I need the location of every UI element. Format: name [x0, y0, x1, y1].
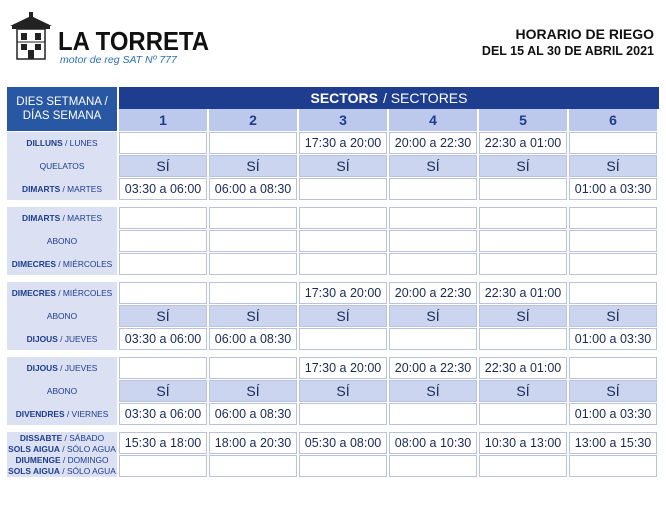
schedule-cell — [569, 230, 657, 252]
schedule-cell — [299, 178, 387, 200]
day-label-alt: / VIERNES — [64, 408, 109, 419]
schedule-cell — [389, 253, 477, 275]
schedule-cell — [389, 328, 477, 350]
schedule-cell: SÍ — [299, 155, 387, 177]
day-label-line — [7, 161, 117, 171]
sector-number-4: 4 — [389, 109, 477, 131]
sectors-header — [119, 87, 659, 109]
day-label-line — [7, 213, 117, 223]
day-label-alt: / SÓLO AGUA — [59, 466, 116, 477]
day-label-alt: / SÁBADO — [62, 432, 105, 443]
schedule-cell: 03:30 a 06:00 — [119, 178, 207, 200]
sectors-header-alt: / SECTORES — [382, 90, 468, 106]
days-header-line2: DÍAS SEMANA — [22, 110, 102, 122]
sector-number-6: 6 — [569, 109, 657, 131]
day-label-line — [7, 466, 117, 476]
schedule-cell: 01:00 a 03:30 — [569, 328, 657, 350]
day-group-label — [7, 357, 117, 425]
schedule-cell — [209, 132, 297, 154]
schedule-cell: 20:00 a 22:30 — [389, 132, 477, 154]
schedule-cell: 22:30 a 01:00 — [479, 357, 567, 379]
sector-number-1: 1 — [119, 109, 207, 131]
schedule-cell — [389, 403, 477, 425]
schedule-cell — [569, 455, 657, 477]
day-label-main: DISSABTE — [19, 432, 63, 443]
schedule-cell: SÍ — [569, 380, 657, 402]
schedule-cell: 06:00 a 08:30 — [209, 328, 297, 350]
day-label-alt: QUELATOS — [39, 161, 85, 171]
schedule-cell — [569, 132, 657, 154]
schedule-cell: 06:00 a 08:30 — [209, 403, 297, 425]
sector-number-3: 3 — [299, 109, 387, 131]
day-label-alt: / MARTES — [60, 183, 102, 194]
day-label-line — [7, 236, 117, 246]
schedule-cell: SÍ — [479, 305, 567, 327]
schedule-cell: 17:30 a 20:00 — [299, 282, 387, 304]
schedule-cell — [299, 455, 387, 477]
schedule-cell: 01:00 a 03:30 — [569, 403, 657, 425]
schedule-cell — [389, 178, 477, 200]
schedule-cell — [119, 357, 207, 379]
schedule-cell — [299, 253, 387, 275]
schedule-cell — [479, 230, 567, 252]
day-label-line — [7, 311, 117, 321]
day-group-label — [7, 207, 117, 275]
sector-number-2: 2 — [209, 109, 297, 131]
day-label-alt: ABONO — [46, 236, 78, 246]
day-label-main: DIUMENGE — [15, 455, 61, 466]
schedule-cell — [209, 230, 297, 252]
schedule-cell — [569, 207, 657, 229]
day-label-main: SOLS AIGUA — [8, 466, 60, 477]
day-label-main: SOLS AIGUA — [8, 443, 60, 454]
day-label-alt: / SÓLO AGUA — [59, 443, 116, 454]
schedule-cell: SÍ — [299, 305, 387, 327]
day-label-main: DIJOUS — [26, 333, 58, 344]
day-label-line — [7, 288, 117, 298]
tower-logo-icon — [8, 12, 54, 64]
schedule-cell — [119, 253, 207, 275]
schedule-cell: 06:00 a 08:30 — [209, 178, 297, 200]
schedule-cell — [389, 455, 477, 477]
schedule-cell: SÍ — [209, 305, 297, 327]
schedule-cell — [479, 207, 567, 229]
schedule-cell: SÍ — [389, 155, 477, 177]
schedule-cell: 01:00 a 03:30 — [569, 178, 657, 200]
schedule-cell: SÍ — [479, 155, 567, 177]
day-label-main: DIJOUS — [26, 363, 58, 374]
document-subtitle: DEL 15 AL 30 DE ABRIL 2021 — [481, 44, 654, 58]
document-title: HORARIO DE RIEGO — [515, 26, 654, 42]
schedule-cell — [209, 207, 297, 229]
schedule-cell: SÍ — [209, 155, 297, 177]
sector-number-5: 5 — [479, 109, 567, 131]
schedule-cell — [119, 282, 207, 304]
schedule-cell: SÍ — [119, 305, 207, 327]
schedule-cell: SÍ — [569, 305, 657, 327]
schedule-cell: SÍ — [479, 380, 567, 402]
schedule-cell: 08:00 a 10:30 — [389, 432, 477, 454]
schedule-cell: 15:30 a 18:00 — [119, 432, 207, 454]
schedule-cell — [569, 282, 657, 304]
schedule-cell — [299, 328, 387, 350]
day-label-alt: / JUEVES — [57, 363, 98, 374]
day-label-alt: / MIÉRCOLES — [55, 258, 113, 269]
schedule-cell — [209, 455, 297, 477]
day-label-line — [7, 259, 117, 269]
days-column-header — [7, 87, 117, 131]
schedule-cell — [569, 357, 657, 379]
schedule-cell — [569, 253, 657, 275]
schedule-cell — [479, 253, 567, 275]
day-group-label — [7, 432, 117, 477]
day-label-alt: / MARTES — [60, 213, 102, 224]
day-label-line — [7, 455, 117, 465]
day-label-alt: ABONO — [46, 311, 78, 321]
day-label-line — [7, 386, 117, 396]
schedule-cell — [479, 403, 567, 425]
schedule-cell: 13:00 a 15:30 — [569, 432, 657, 454]
schedule-cell: SÍ — [119, 380, 207, 402]
schedule-cell — [479, 178, 567, 200]
schedule-cell: 20:00 a 22:30 — [389, 282, 477, 304]
day-label-alt: / LUNES — [62, 138, 98, 149]
schedule-cell: SÍ — [119, 155, 207, 177]
schedule-cell: 03:30 a 06:00 — [119, 328, 207, 350]
schedule-cell — [479, 455, 567, 477]
day-label-line — [7, 409, 117, 419]
day-group-label — [7, 282, 117, 350]
brand-tagline: motor de reg SAT Nº 777 — [60, 54, 177, 66]
day-label-line — [7, 363, 117, 373]
schedule-cell: 03:30 a 06:00 — [119, 403, 207, 425]
day-label-alt: / MIÉRCOLES — [55, 288, 113, 299]
day-label-main: DILLUNS — [26, 138, 63, 149]
day-label-alt: / JUEVES — [57, 333, 98, 344]
schedule-cell — [299, 207, 387, 229]
schedule-cell — [119, 230, 207, 252]
schedule-cell — [299, 230, 387, 252]
sectors-header-main: SECTORS — [310, 90, 378, 106]
schedule-cell: SÍ — [299, 380, 387, 402]
schedule-cell: 17:30 a 20:00 — [299, 357, 387, 379]
schedule-cell — [119, 207, 207, 229]
schedule-cell — [119, 132, 207, 154]
schedule-cell: SÍ — [569, 155, 657, 177]
schedule-cell — [209, 357, 297, 379]
schedule-cell — [389, 230, 477, 252]
page-header — [0, 0, 666, 80]
day-label-main: DIMECRES — [11, 258, 56, 269]
schedule-cell: 05:30 a 08:00 — [299, 432, 387, 454]
day-label-line — [7, 184, 117, 194]
day-label-main: DIVENDRES — [15, 408, 65, 419]
schedule-cell: 22:30 a 01:00 — [479, 282, 567, 304]
days-header-line1: DIES SETMANA / — [16, 96, 108, 108]
schedule-cell: SÍ — [389, 305, 477, 327]
schedule-cell — [389, 207, 477, 229]
day-label-line — [7, 433, 117, 443]
brand-name: LA TORRETA — [58, 26, 210, 56]
day-label-line — [7, 138, 117, 148]
schedule-cell: 18:00 a 20:30 — [209, 432, 297, 454]
day-label-line — [7, 334, 117, 344]
day-group-label — [7, 132, 117, 200]
schedule-cell: 10:30 a 13:00 — [479, 432, 567, 454]
schedule-cell — [209, 282, 297, 304]
day-label-alt: / DOMINGO — [60, 455, 109, 466]
day-label-alt: ABONO — [46, 386, 78, 396]
day-label-line — [7, 444, 117, 454]
schedule-cell: 17:30 a 20:00 — [299, 132, 387, 154]
day-label-main: DIMARTS — [22, 183, 61, 194]
schedule-cell: SÍ — [209, 380, 297, 402]
day-label-main: DIMECRES — [11, 288, 56, 299]
schedule-cell: 22:30 a 01:00 — [479, 132, 567, 154]
schedule-cell — [119, 455, 207, 477]
schedule-cell: 20:00 a 22:30 — [389, 357, 477, 379]
schedule-cell — [209, 253, 297, 275]
schedule-cell — [479, 328, 567, 350]
day-label-main: DIMARTS — [22, 213, 61, 224]
schedule-cell: SÍ — [389, 380, 477, 402]
schedule-cell — [299, 403, 387, 425]
